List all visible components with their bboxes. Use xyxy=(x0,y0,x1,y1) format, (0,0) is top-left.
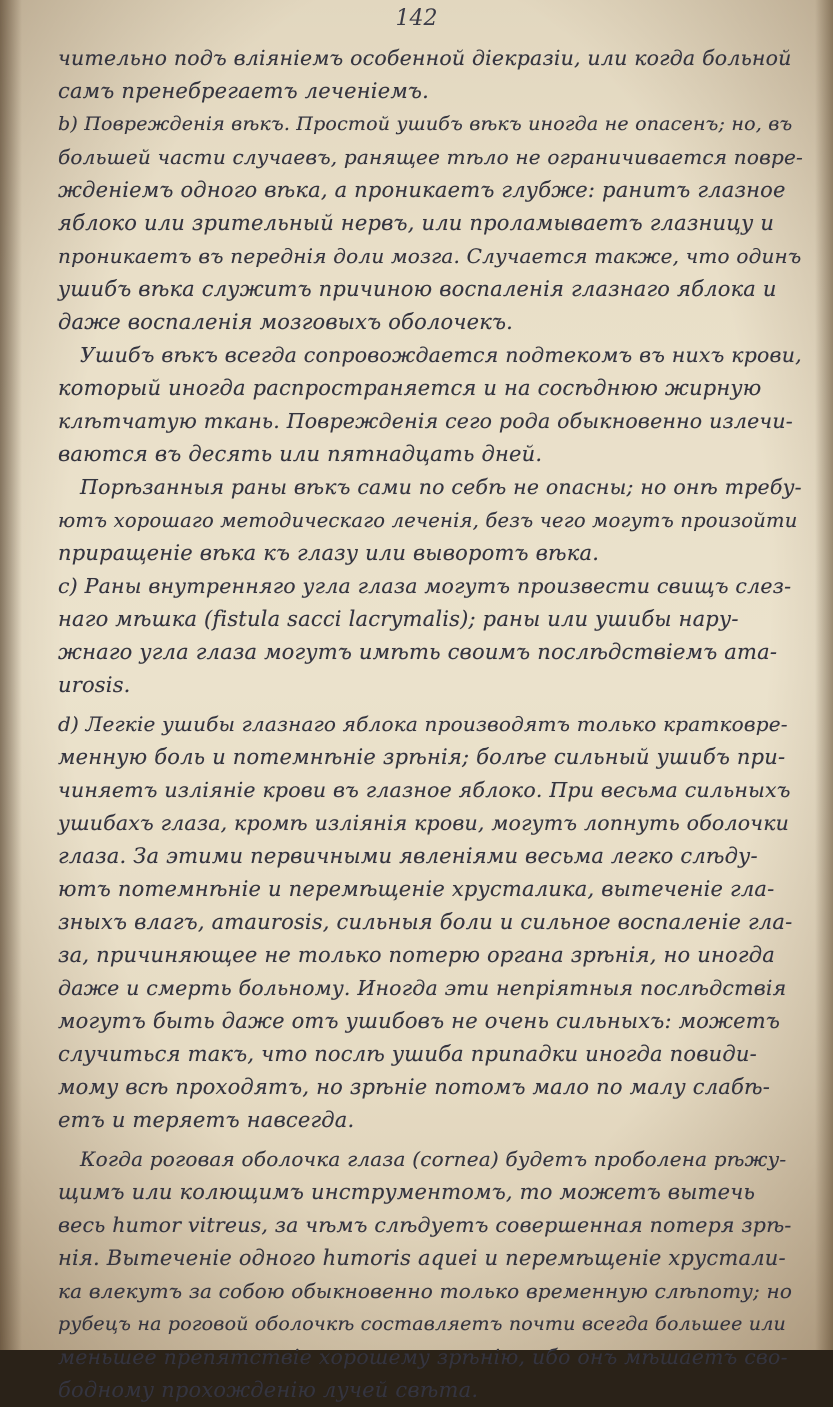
manuscript-line: Когда роговая оболочка глаза (cornea) будетъ проболена рѣжу- xyxy=(80,1147,787,1171)
manuscript-line: весь humor vitreus, за чѣмъ слѣдуетъ совершенная потеря зрѣ- xyxy=(58,1213,792,1237)
manuscript-line: ютъ хорошаго методическаго леченія, безъ чего могутъ произойти xyxy=(58,509,798,532)
manuscript-line: менную боль и потемнѣніе зрѣнія; болѣе сильный ушибъ при- xyxy=(58,745,786,769)
manuscript-line: urosis. xyxy=(58,673,131,697)
manuscript-line: ушибъ вѣка служитъ причиною воспаленія глазнаго яблока и xyxy=(58,277,777,301)
manuscript-line: наго мѣшка (fistula sacci lacrymalis); раны или ушибы нару- xyxy=(58,607,739,631)
manuscript-line: который иногда распространяется и на сосѣднюю жирную xyxy=(58,376,762,400)
manuscript-line: Ушибъ вѣкъ всегда сопровождается подтекомъ въ нихъ крови, xyxy=(80,343,802,367)
manuscript-line: c) Раны внутренняго угла глаза могутъ произвести свищъ слез- xyxy=(58,574,792,598)
manuscript-line: щимъ или колющимъ инструментомъ, то можетъ вытечь xyxy=(58,1180,756,1204)
manuscript-line: етъ и теряетъ навсегда. xyxy=(58,1108,355,1132)
manuscript-line: могутъ быть даже отъ ушибовъ не очень сильныхъ: можетъ xyxy=(58,1009,781,1033)
manuscript-line: b) Поврежденія вѣкъ. Простой ушибъ вѣкъ иногда не опасенъ; но, въ xyxy=(58,113,793,135)
manuscript-line: даже и смерть больному. Иногда эти непріятныя послѣдствія xyxy=(58,976,787,1000)
manuscript-line: яблоко или зрительный нервъ, или проламываетъ глазницу и xyxy=(58,211,775,235)
manuscript-line: нія. Вытеченіе одного humoris aquei и перемѣщеніе хрустали- xyxy=(58,1246,786,1270)
manuscript-line: ютъ потемнѣніе и перемѣщеніе хрусталика, вытеченіе гла- xyxy=(58,877,775,901)
manuscript-line: Порѣзанныя раны вѣкъ сами по себѣ не опасны; но онѣ требу- xyxy=(80,475,802,499)
manuscript-line: ваются въ десять или пятнадцать дней. xyxy=(58,442,543,466)
manuscript-line: чительно подъ вліяніемъ особенной діекразіи, или когда больной xyxy=(58,46,792,70)
page-number: 142 xyxy=(395,6,438,31)
manuscript-line: самъ пренебрегаетъ леченіемъ. xyxy=(58,79,430,103)
manuscript-line: клѣтчатую ткань. Поврежденія сего рода обыкновенно излечи- xyxy=(58,409,793,433)
manuscript-line: глаза. За этими первичными явленіями весьма легко слѣду- xyxy=(58,844,758,868)
manuscript-line: даже воспаленія мозговыхъ оболочекъ. xyxy=(58,310,514,334)
manuscript-text xyxy=(58,42,803,1407)
manuscript-line: за, причиняющее не только потерю органа зрѣнія, но иногда xyxy=(58,943,775,967)
manuscript-line: чиняетъ изліяніе крови въ глазное яблоко. При весьма сильныхъ xyxy=(58,778,791,802)
manuscript-line: приращеніе вѣка къ глазу или выворотъ вѣка. xyxy=(58,541,600,565)
manuscript-line: ка влекутъ за собою обыкновенно только временную слѣпоту; но xyxy=(58,1279,793,1303)
manuscript-line: зныхъ влагъ, amaurosis, сильныя боли и сильное воспаленіе гла- xyxy=(58,910,793,934)
manuscript-line: рубецъ на роговой оболочкѣ составляетъ почти всегда большее или xyxy=(58,1313,786,1335)
manuscript-line: проникаетъ въ переднія доли мозга. Случается также, что одинъ xyxy=(58,244,802,268)
manuscript-line: ушибахъ глаза, кромѣ изліянія крови, могутъ лопнуть оболочки xyxy=(58,811,790,835)
manuscript-line: случиться такъ, что послѣ ушиба припадки иногда повиди- xyxy=(58,1042,757,1066)
manuscript-line: мому всѣ проходятъ, но зрѣніе потомъ мало по малу слабѣ- xyxy=(58,1075,771,1099)
manuscript-line: большей части случаевъ, ранящее тѣло не ограничивается повре- xyxy=(58,145,803,169)
manuscript-line: жденіемъ одного вѣка, а проникаетъ глубже: ранитъ глазное xyxy=(58,178,786,202)
manuscript-line: d) Легкіе ушибы глазнаго яблока производятъ только кратковре- xyxy=(58,712,788,736)
manuscript-line: жнаго угла глаза могутъ имѣть своимъ послѣдствіемъ ama- xyxy=(58,640,778,664)
manuscript-line: меньшее препятствіе хорошему зрѣнію, ибо онъ мѣшаетъ сво- xyxy=(58,1345,788,1369)
manuscript-line: бодному прохожденію лучей свѣта. xyxy=(58,1378,479,1402)
